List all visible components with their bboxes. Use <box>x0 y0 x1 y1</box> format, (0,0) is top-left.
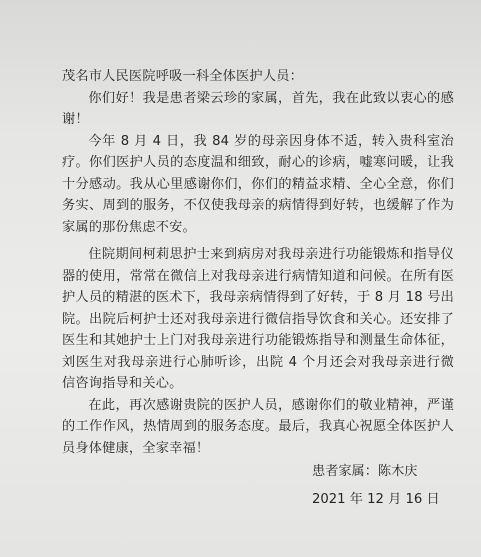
letter-paragraph-greeting: 你们好！我是患者梁云珍的家属，首先，我在此致以衷心的感谢！ <box>62 90 454 127</box>
letter-paragraph-treatment: 今年 8 月 4 日，我 84 岁的母亲因身体不适，转入贵科室治疗。你们医护人员的态度温和细致，耐心的诊病，嘘寒问暖，让我十分感动。我从心里感谢你们，你们的精益求精、全心全意，你们务实、周到的服务，不仅使我母亲的病情得到好转，也缓解了作为家属的那份焦虑不安。 <box>62 133 454 235</box>
letter-paragraph-care: 住院期间柯莉思护士来到病房对我母亲进行功能锻炼和指导仪器的使用，常常在微信上对我母亲进行病情知道和问候。在所有医护人员的精湛的医术下，我母亲病情得到了好转，于 8 月 18 号出院。出院后柯护士还对我母亲进行微信指导饮食和关心。还安排了医生和其她护士上门对我母亲进行功能锻炼指导和测量生命体征，刘医生对我母亲进行心肺听诊，出院 4 个月还会对我母亲进行微信咨询指导和关心。 <box>62 247 454 391</box>
signature-date: 2021 年 12 月 16 日 <box>312 492 440 507</box>
signature-name: 患者家属：陈木庆 <box>312 464 418 479</box>
letter-paragraph-closing: 在此，再次感谢贵院的医护人员，感谢你们的敬业精神，严谨的工作作风，热情周到的服务态度。最后，我真心祝愿全体医护人员身体健康，全家幸福！ <box>62 397 454 456</box>
letter-body <box>62 66 454 459</box>
letter-salutation: 茂名市人民医院呼吸一科全体医护人员： <box>62 69 303 84</box>
